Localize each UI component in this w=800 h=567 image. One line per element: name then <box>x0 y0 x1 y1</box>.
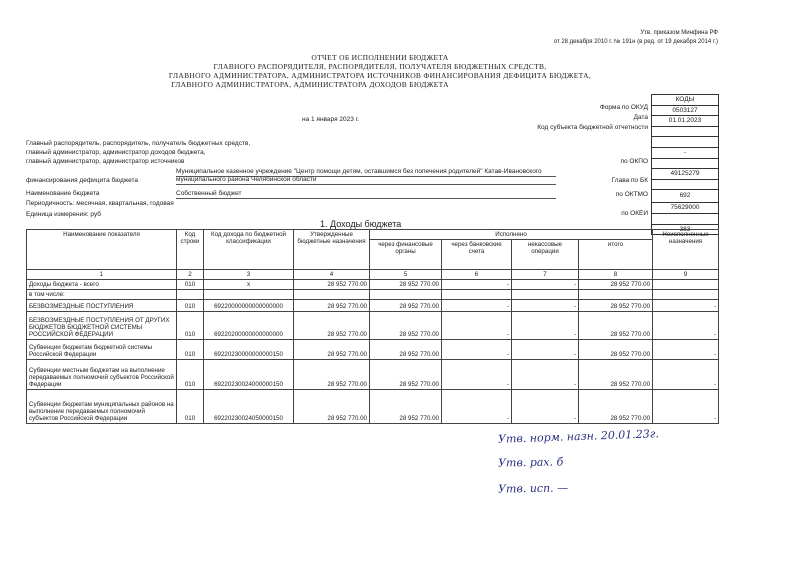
recipient-label-1: Главный распорядитель, распорядитель, получатель бюджетных средств, <box>26 140 251 147</box>
handwritten-note-2: Утв. рах. б <box>497 455 564 470</box>
row-unexecuted: - <box>653 390 719 424</box>
deficit-label: финансирования дефицита бюджета <box>26 177 139 184</box>
row-total: 28 952 770.00 <box>579 280 653 290</box>
row-line <box>177 290 204 300</box>
row-line: 010 <box>177 312 204 340</box>
blank-cell <box>652 180 718 191</box>
row-bank: - <box>442 340 512 360</box>
row-approved <box>294 290 370 300</box>
report-date: на 1 января 2023 г. <box>302 116 360 123</box>
row-bank: - <box>442 312 512 340</box>
row-code: 69220230024050000150 <box>204 390 294 424</box>
table-row <box>27 300 719 312</box>
row-bank: - <box>442 280 512 290</box>
title-line-2: ГЛАВНОГО РАСПОРЯДИТЕЛЯ, РАСПОРЯДИТЕЛЯ, ПОЛУЧАТЕЛЯ БЮДЖЕТНЫХ СРЕДСТВ, <box>213 62 547 71</box>
reporting-label: Код субъекта бюджетной отчетности <box>537 124 648 131</box>
row-name: Субвенции бюджетам бюджетной системы Российской Федерации <box>27 340 177 360</box>
reporting-value <box>652 127 718 138</box>
row-fin: 28 952 770.00 <box>370 360 442 390</box>
title-line-1: ОТЧЕТ ОБ ИСПОЛНЕНИИ БЮДЖЕТА <box>311 53 449 62</box>
row-unexecuted <box>653 280 719 290</box>
col-number: 9 <box>653 270 719 280</box>
row-bank <box>442 290 512 300</box>
row-approved: 28 952 770.00 <box>294 360 370 390</box>
codes-box <box>651 94 719 235</box>
row-approved: 28 952 770.00 <box>294 280 370 290</box>
approval-line-1: Утв. приказом Минфина РФ <box>640 30 718 36</box>
row-name: Доходы бюджета - всего <box>27 280 177 290</box>
header-line-code: Код строки <box>177 230 204 270</box>
header-bank: через банковские счета <box>442 240 512 270</box>
row-approved: 28 952 770.00 <box>294 390 370 424</box>
oktmo-value: 75629000 <box>652 203 718 214</box>
row-code: 69220200000000000000 <box>204 312 294 340</box>
row-unexecuted: - <box>653 360 719 390</box>
header-total: итого <box>579 240 653 270</box>
recipient-label-2: главный администратор, администратор доходов бюджета, <box>26 149 206 156</box>
row-noncash: - <box>512 312 579 340</box>
row-total: 28 952 770.00 <box>579 390 653 424</box>
col-number: 7 <box>512 270 579 280</box>
col-number: 5 <box>370 270 442 280</box>
okud-value: 0503127 <box>652 106 718 117</box>
row-total <box>579 290 653 300</box>
header-noncash: некассовые операции <box>512 240 579 270</box>
organization-name-1: Муниципальное казенное учреждение "Центр помощи детям, оставшимся без попечения родителей" Катав-Ивановского <box>176 168 542 175</box>
row-fin: 28 952 770.00 <box>370 390 442 424</box>
row-code: 69220230000000000150 <box>204 340 294 360</box>
okpo-value: 49125279 <box>652 169 718 180</box>
row-line: 010 <box>177 360 204 390</box>
row-noncash: - <box>512 360 579 390</box>
row-total: 28 952 770.00 <box>579 300 653 312</box>
row-fin: 28 952 770.00 <box>370 340 442 360</box>
blank-cell <box>652 159 718 170</box>
table-row <box>27 360 719 390</box>
handwritten-note-1: Утв. норм. назн. 20.01.23г. <box>497 427 660 446</box>
row-noncash: - <box>512 390 579 424</box>
bk-label: Глава по БК <box>611 177 648 184</box>
income-table <box>26 229 719 424</box>
organization-name-2: муниципального района Челябинской области <box>176 176 317 183</box>
title-line-4: ГЛАВНОГО АДМИНИСТРАТОРА, АДМИНИСТРАТОРА ДОХОДОВ БЮДЖЕТА <box>171 80 449 89</box>
budget-value: Собственный бюджет <box>176 190 242 197</box>
approval-line-2: от 28 декабря 2010 г. № 191н (в ред. от 19 декабря 2014 г.) <box>553 39 718 45</box>
row-line: 010 <box>177 340 204 360</box>
table-row <box>27 290 719 300</box>
row-fin: 28 952 770.00 <box>370 312 442 340</box>
title-line-3: ГЛАВНОГО АДМИНИСТРАТОРА, АДМИНИСТРАТОРА ИСТОЧНИКОВ ФИНАНСИРОВАНИЯ ДЕФИЦИТА БЮДЖЕТА, <box>168 71 592 80</box>
blank-cell <box>652 137 718 148</box>
row-fin: 28 952 770.00 <box>370 280 442 290</box>
row-code: x <box>204 280 294 290</box>
row-unexecuted: - <box>653 300 719 312</box>
codes-header: КОДЫ <box>652 95 718 106</box>
row-noncash: - <box>512 280 579 290</box>
header-executed: Исполнено <box>370 230 653 240</box>
period-label: Периодичность: месячная, квартальная, годовая <box>26 200 174 207</box>
table-row <box>27 340 719 360</box>
row-approved: 28 952 770.00 <box>294 340 370 360</box>
row-bank: - <box>442 360 512 390</box>
underline <box>176 184 556 185</box>
col-number: 8 <box>579 270 653 280</box>
row-name: Субвенции местным бюджетам на выполнение передаваемых полномочий субъектов Российской Федерации <box>27 360 177 390</box>
row-code: 69220230024000000150 <box>204 360 294 390</box>
budget-label: Наименование бюджета <box>26 190 100 197</box>
row-total: 28 952 770.00 <box>579 360 653 390</box>
handwritten-note-3: Утв. исп. — <box>497 481 569 496</box>
row-fin: 28 952 770.00 <box>370 300 442 312</box>
dash-cell: - <box>652 148 718 159</box>
bk-value: 692 <box>652 190 718 203</box>
oktmo-label: по ОКТМО <box>615 191 648 198</box>
row-bank: - <box>442 390 512 424</box>
row-line: 010 <box>177 280 204 290</box>
col-number: 3 <box>204 270 294 280</box>
col-number: 6 <box>442 270 512 280</box>
row-name: в том числе: <box>27 290 177 300</box>
header-approved: Утвержденные бюджетные назначения <box>294 230 370 270</box>
row-noncash <box>512 290 579 300</box>
recipient-label-3: главный администратор, администратор источников <box>26 158 185 165</box>
row-name: БЕЗВОЗМЕЗДНЫЕ ПОСТУПЛЕНИЯ <box>27 300 177 312</box>
row-unexecuted: - <box>653 340 719 360</box>
row-line: 010 <box>177 300 204 312</box>
row-total: 28 952 770.00 <box>579 312 653 340</box>
row-total: 28 952 770.00 <box>579 340 653 360</box>
section-title: 1. Доходы бюджета <box>320 219 402 229</box>
header-unexecuted: Неисполненные назначения <box>653 230 719 270</box>
row-unexecuted <box>653 290 719 300</box>
row-code <box>204 290 294 300</box>
okpo-label: по ОКПО <box>620 158 648 165</box>
row-approved: 28 952 770.00 <box>294 300 370 312</box>
okud-label: Форма по ОКУД <box>599 104 648 111</box>
row-name: БЕЗВОЗМЕЗДНЫЕ ПОСТУПЛЕНИЯ ОТ ДРУГИХ БЮДЖЕТОВ БЮДЖЕТНОЙ СИСТЕМЫ РОССИЙСКОЙ ФЕДЕРАЦИИ <box>27 312 177 340</box>
col-number: 4 <box>294 270 370 280</box>
table-row <box>27 390 719 424</box>
row-approved: 28 952 770.00 <box>294 312 370 340</box>
row-line: 010 <box>177 390 204 424</box>
row-name: Субвенции бюджетам муниципальных районов на выполнение передаваемых полномочий субъектов Российской Федерации <box>27 390 177 424</box>
date-label: Дата <box>633 114 648 121</box>
row-fin <box>370 290 442 300</box>
row-noncash: - <box>512 340 579 360</box>
row-unexecuted: - <box>653 312 719 340</box>
blank-cell <box>652 214 718 225</box>
row-bank: - <box>442 300 512 312</box>
header-fin-organs: через финансовые органы <box>370 240 442 270</box>
table-row <box>27 280 719 290</box>
okei-value: 383 <box>679 225 691 233</box>
okei-label: по ОКЕИ <box>621 210 648 217</box>
header-name: Наименование показателя <box>27 230 177 270</box>
underline <box>176 198 556 199</box>
row-noncash: - <box>512 300 579 312</box>
table-row <box>27 312 719 340</box>
col-number: 1 <box>27 270 177 280</box>
header-income-code: Код дохода по бюджетной классификации <box>204 230 294 270</box>
unit-label: Единица измерения: руб <box>26 211 101 218</box>
row-code: 69220000000000000000 <box>204 300 294 312</box>
date-value: 01.01.2023 <box>652 116 718 127</box>
col-number: 2 <box>177 270 204 280</box>
